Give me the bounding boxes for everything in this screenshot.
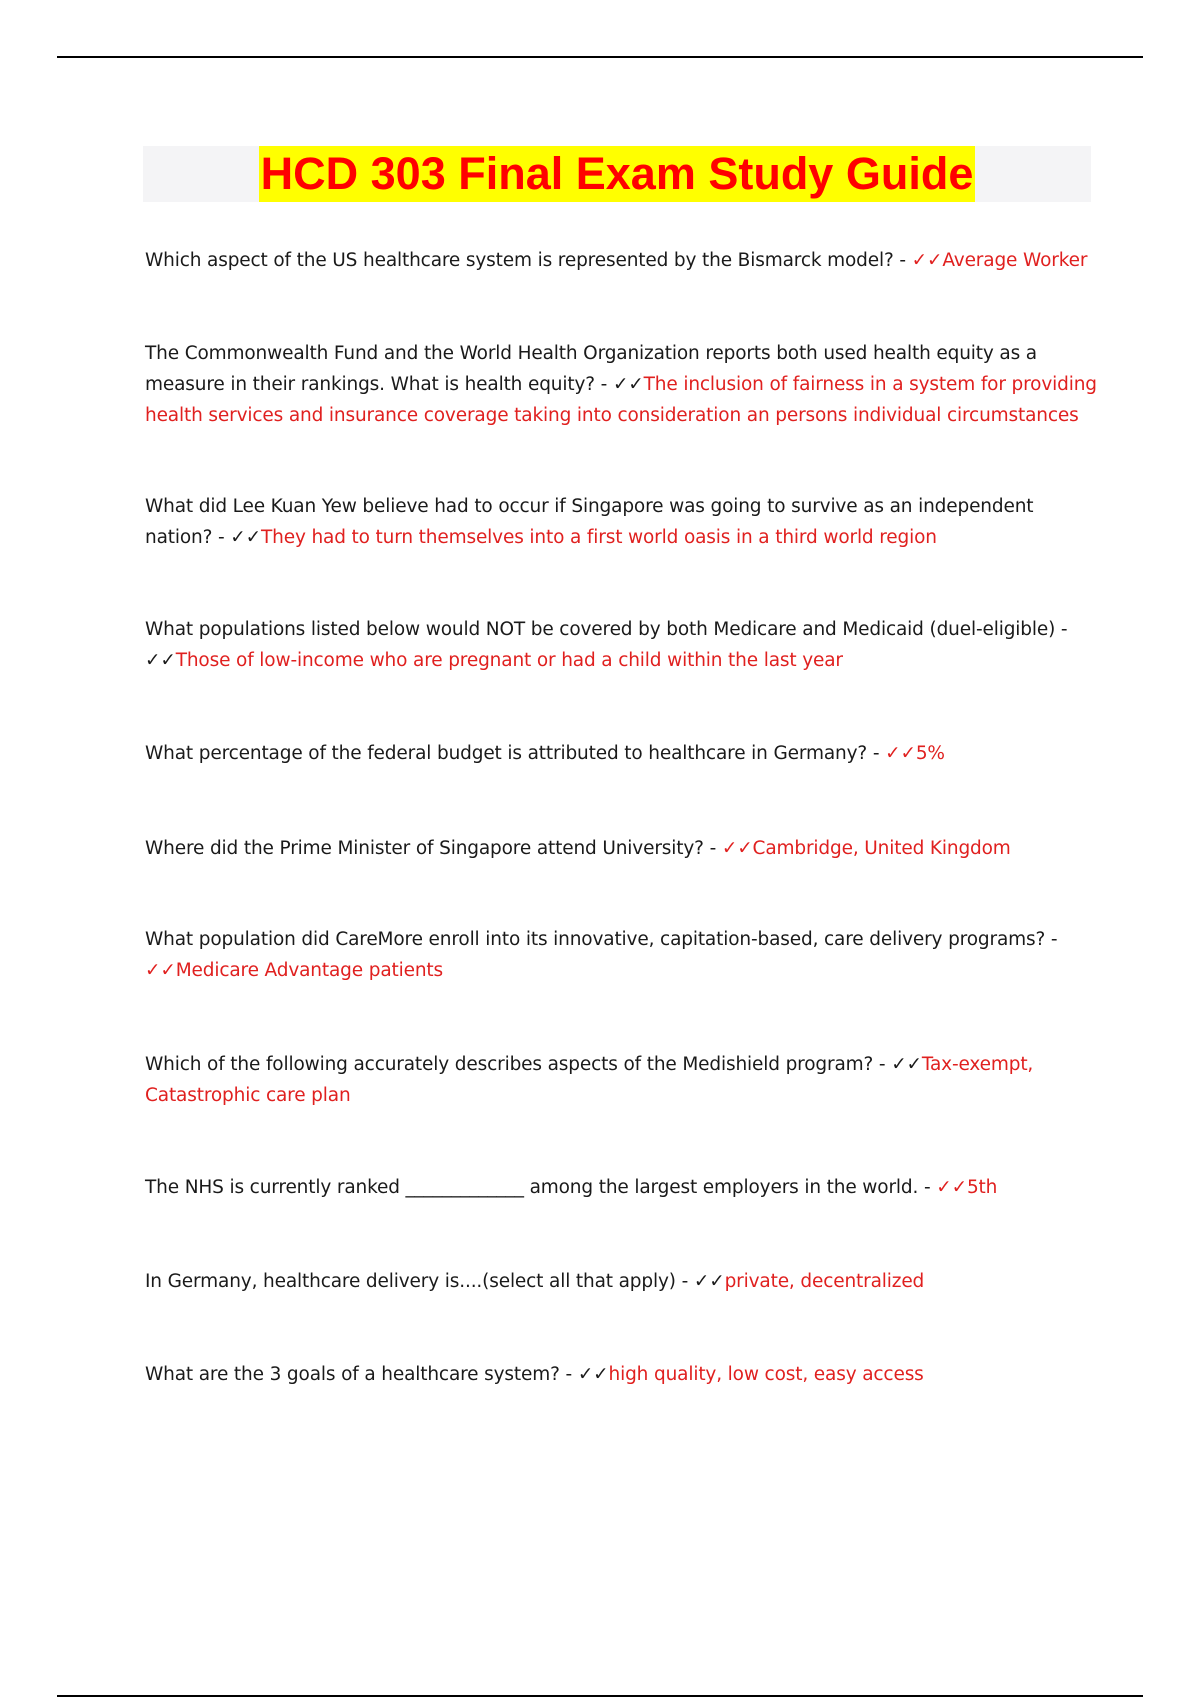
separator: - (675, 1271, 694, 1292)
qa-item-2 (145, 338, 1100, 431)
check-icon: ✓✓ (885, 743, 916, 764)
answer-text: The inclusion of fairness in a system for providing health services and insurance coverage taking into consideration an persons individual circumstances (145, 374, 1097, 426)
qa-item-7 (145, 924, 1100, 986)
answer-text: Cambridge, United Kingdom (752, 838, 1011, 859)
answer-text: They had to turn themselves into a first world oasis in a third world region (260, 527, 937, 548)
answer-text: 5% (915, 743, 945, 764)
qa-item-5 (145, 738, 1100, 769)
question-text: Which aspect of the US healthcare system is represented by the Bismarck model? (145, 250, 894, 271)
qa-item-8 (145, 1049, 1100, 1111)
check-icon: ✓✓ (721, 838, 753, 859)
separator: - (594, 374, 613, 395)
question-text: What populations listed below would NOT be covered by both Medicare and Medicaid (duel-eligible) (145, 619, 1056, 640)
separator: - (1045, 929, 1058, 950)
check-icon: ✓✓ (693, 1271, 725, 1292)
question-text: Which of the following accurately describes aspects of the Medishield program? (145, 1054, 874, 1075)
qa-item-11 (145, 1359, 1100, 1390)
question-text: What are the 3 goals of a healthcare system? (145, 1364, 560, 1385)
separator: - (703, 838, 722, 859)
question-text: In Germany, healthcare delivery is....(select all that apply) (145, 1271, 676, 1292)
qa-item-4 (145, 614, 1100, 676)
answer-text: Medicare Advantage patients (175, 960, 444, 981)
check-icon: ✓✓ (577, 1364, 609, 1385)
question-text: What population did CareMore enroll into its innovative, capitation-based, care delivery programs? (145, 929, 1046, 950)
answer-text: Average Worker (942, 250, 1088, 271)
separator: - (212, 527, 231, 548)
separator: - (867, 743, 886, 764)
question-text: What percentage of the federal budget is attributed to healthcare in Germany? (145, 743, 868, 764)
qa-item-9 (145, 1172, 1100, 1203)
qa-item-10 (145, 1266, 1100, 1297)
check-icon: ✓✓ (612, 374, 644, 395)
question-text: The NHS is currently ranked _____________ among the largest employers in the world. (145, 1177, 919, 1198)
check-icon: ✓✓ (145, 650, 176, 671)
check-icon: ✓✓ (230, 527, 261, 548)
top-rule (57, 56, 1143, 58)
check-icon: ✓✓ (936, 1177, 967, 1198)
page-title: HCD 303 Final Exam Study Guide (259, 146, 976, 202)
separator: - (1055, 619, 1068, 640)
bottom-rule (57, 1695, 1143, 1697)
question-text: What did Lee Kuan Yew believe had to occur if Singapore was going to survive as an independent nation? (145, 496, 1034, 548)
answer-text: 5th (966, 1177, 998, 1198)
separator: - (873, 1054, 892, 1075)
question-text: The Commonwealth Fund and the World Health Organization reports both used health equity as a measure in their rankings. What is health equity? (145, 343, 1037, 395)
check-icon: ✓✓ (911, 250, 943, 271)
answer-text: high quality, low cost, easy access (608, 1364, 924, 1385)
title-band (143, 146, 1091, 202)
qa-item-3 (145, 491, 1100, 553)
separator: - (893, 250, 912, 271)
answer-text: Those of low-income who are pregnant or had a child within the last year (175, 650, 843, 671)
question-text: Where did the Prime Minister of Singapore attend University? (145, 838, 704, 859)
check-icon: ✓✓ (145, 960, 176, 981)
answer-text: Tax-exempt, Catastrophic care plan (145, 1054, 1034, 1106)
check-icon: ✓✓ (891, 1054, 922, 1075)
separator: - (559, 1364, 578, 1385)
qa-item-6 (145, 833, 1100, 864)
qa-item-1 (145, 245, 1100, 276)
separator: - (918, 1177, 937, 1198)
answer-text: private, decentralized (724, 1271, 925, 1292)
